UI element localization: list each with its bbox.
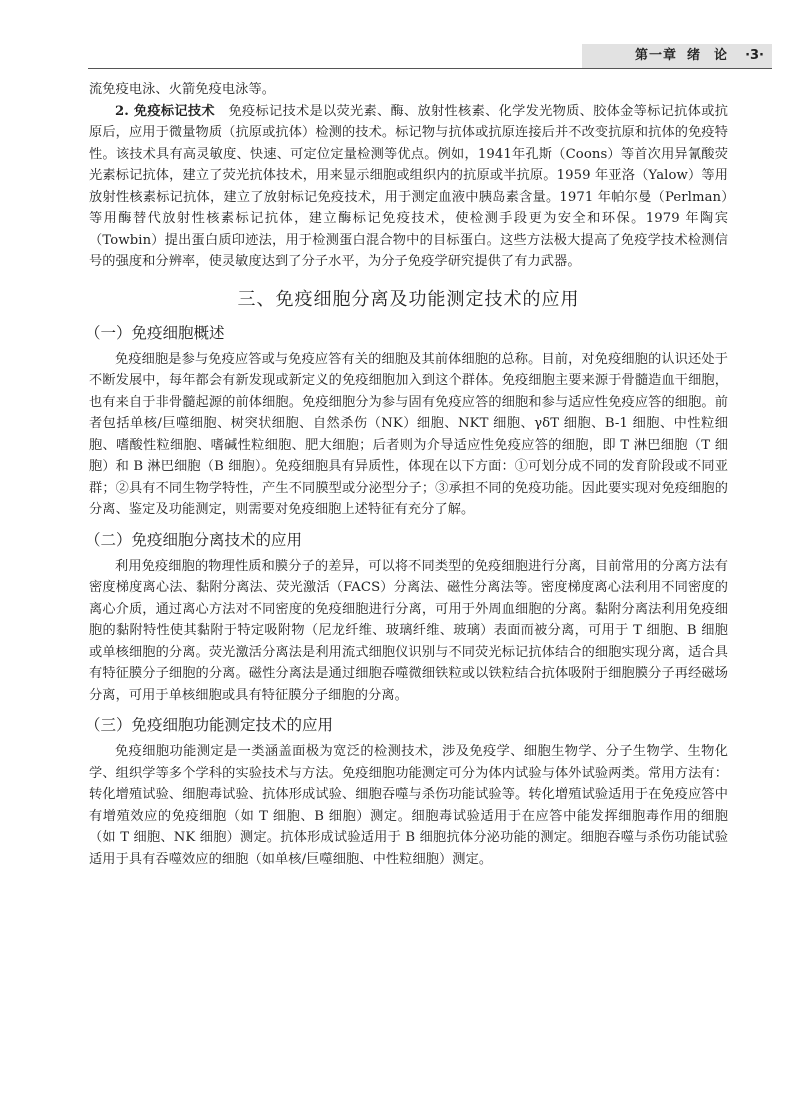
paragraph-continuation: 流免疫电泳、火箭免疫电泳等。 [89,82,276,97]
immunolabeling-body: 免疫标记技术是以荧光素、酶、放射性核素、化学发光物质、胶体金等标记抗体或抗原后，应用于微量物质（抗原或抗体）检测的技术。标记物与抗体或抗原连接后并不改变抗原和抗体的免疫特性。该技术具有高灵敏度、快速、可定位定量检测等优点。例如，1941年孔斯（Coons）等首次用异氰酸荧光素标记抗体，建立了荧光抗体技术，用来显示细胞或组织内的抗原或半抗原。1959 年亚洛（Yalow）等用放射性核素标记抗体，建立了放射标记免疫技术，用于测定血液中胰岛素含量。1971 年帕尔曼（Perlman）等用酶替代放射性核素标记抗体，建立酶标记免疫技术，使检测手段更为安全和环保。1979 年陶宾（Towbin）提出蛋白质印迹法，用于检测蛋白混合物中的目标蛋白。这些方法极大提高了免疫学技术检测信号的强度和分辨率，使灵敏度达到了分子水平，为分子免疫学研究提供了有力武器。 [89,103,728,269]
subsection-2-title: （二）免疫细胞分离技术的应用 [85,530,303,549]
section-title: 三、免疫细胞分离及功能测定技术的应用 [237,288,580,310]
subsection-3-title: （三）免疫细胞功能测定技术的应用 [85,716,334,734]
page-number: ·3· [745,48,764,63]
chapter-label: 第一章 [635,48,678,63]
immunolabeling-heading: 2. 免疫标记技术 [115,103,215,119]
chapter-title-char-1: 绪 [687,48,701,63]
paragraph-immunolabeling [89,101,728,273]
page-body [85,79,728,870]
header-rule [88,68,772,69]
subsection-2-body: 利用免疫细胞的物理性质和膜分子的差异，可以将不同类型的免疫细胞进行分离，目前常用的分离方法有密度梯度离心法、黏附分离法、荧光激活（FACS）分离法、磁性分离法等。密度梯度离心法利用不同密度的离心介质，通过离心方法对不同密度的免疫细胞进行分离，可用于外周血细胞的分离。黏附分离法利用免疫细胞的黏附特性使其黏附于特定吸附物（尼龙纤维、玻璃纤维、玻璃）表面而被分离，可用于 T 细胞、B 细胞或单核细胞的分离。荧光激活分离法是利用流式细胞仪识别与不同荧光标记抗体结合的细胞实现分离，适合具有特征膜分子细胞的分离。磁性分离法是通过细胞吞噬微细铁粒或以铁粒结合抗体吸附于细胞膜分子再经磁场分离，可用于单核细胞或具有特征膜分子细胞的分离。 [89,558,728,703]
subsection-3-body: 免疫细胞功能测定是一类涵盖面极为宽泛的检测技术，涉及免疫学、细胞生物学、分子生物学、生物化学、组织学等多个学科的实验技术与方法。免疫细胞功能测定可分为体内试验与体外试验两类。常用方法有：转化增殖试验、细胞毒试验、抗体形成试验、细胞吞噬与杀伤功能试验等。转化增殖试验适用于在免疫应答中有增殖效应的免疫细胞（如 T 细胞、B 细胞）测定。细胞毒试验适用于在应答中能发挥细胞毒作用的细胞（如 T 细胞、NK 细胞）测定。抗体形成试验适用于 B 细胞抗体分泌功能的测定。细胞吞噬与杀伤功能试验适用于具有吞噬效应的细胞（如单核/巨噬细胞、中性粒细胞）测定。 [89,744,728,867]
subsection-1-title: （一）免疫细胞概述 [85,323,225,342]
header-text [635,46,764,66]
running-header [0,0,800,70]
subsection-1-body: 免疫细胞是参与免疫应答或与免疫应答有关的细胞及其前体细胞的总称。目前，对免疫细胞的认识还处于不断发展中，每年都会有新发现或新定义的免疫细胞加入到这个群体。免疫细胞主要来源于骨髓造血干细胞，也有来自于非骨髓起源的前体细胞。免疫细胞分为参与固有免疫应答的细胞和参与适应性免疫应答的细胞。前者包括单核/巨噬细胞、树突状细胞、自然杀伤（NK）细胞、NKT 细胞、γδT 细胞、B-1 细胞、中性粒细胞、嗜酸性粒细胞、嗜碱性粒细胞、肥大细胞；后者则为介导适应性免疫应答的细胞，即 T 淋巴细胞（T 细胞）和 B 淋巴细胞（B 细胞）。免疫细胞具有异质性，体现在以下方面：①可划分成不同的发育阶段或不同亚群；②具有不同生物学特性，产生不同膜型或分泌型分子；③承担不同的免疫功能。因此要实现对免疫细胞的分离、鉴定及功能测定，则需要对免疫细胞上述特征有充分了解。 [89,351,728,517]
chapter-title-char-2: 论 [714,48,728,63]
